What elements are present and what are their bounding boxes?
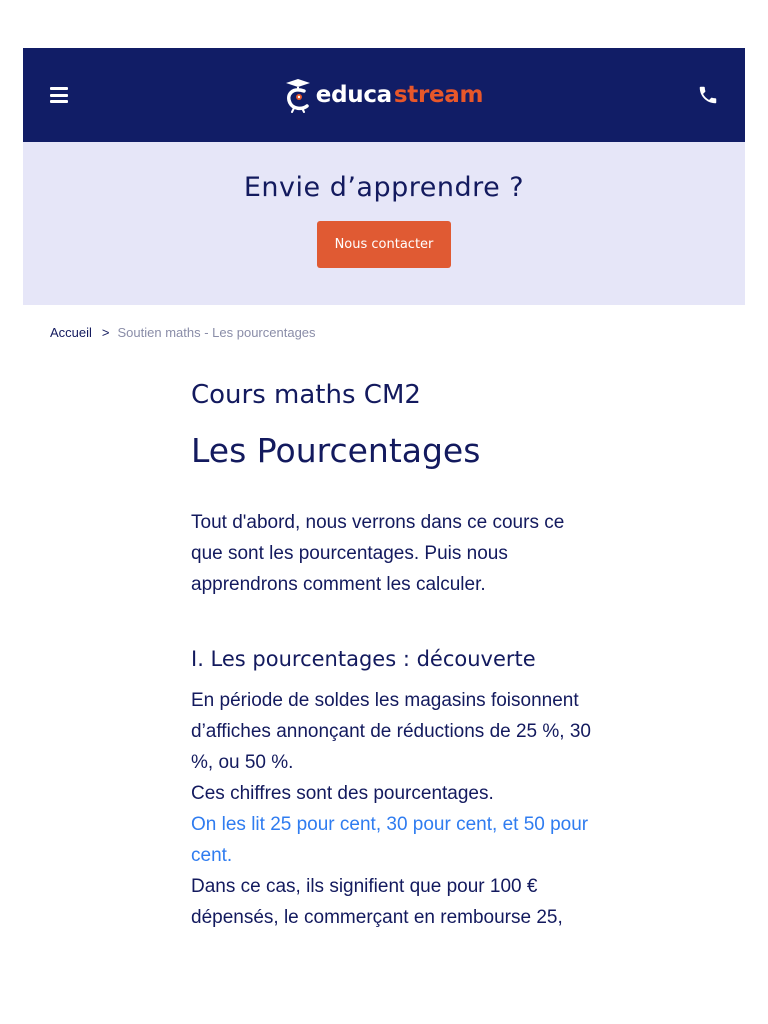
main-content — [191, 380, 591, 933]
intro-paragraph: Tout d'abord, nous verrons dans ce cours ce que sont les pourcentages. Puis nous apprendrons comment les calculer. — [191, 512, 565, 595]
contact-button[interactable]: Nous contacter — [317, 221, 452, 268]
section-heading: I. Les pourcentages : découverte — [191, 647, 536, 671]
breadcrumb — [50, 325, 316, 340]
body-paragraph-3: On les lit 25 pour cent, 30 pour cent, et 50 pour cent. — [191, 814, 589, 866]
body-paragraph-2: Ces chiffres sont des pourcentages. — [191, 783, 494, 804]
logo-mascot-icon — [282, 77, 314, 113]
menu-icon[interactable] — [50, 87, 68, 103]
section-body — [191, 685, 591, 933]
breadcrumb-separator: > — [101, 325, 110, 340]
site-logo[interactable] — [282, 77, 483, 113]
hero-title: Envie d’apprendre ? — [243, 172, 525, 203]
page-title: Les Pourcentages — [191, 431, 481, 470]
hero-banner — [23, 142, 745, 305]
course-heading: Cours maths CM2 — [191, 380, 421, 410]
body-paragraph-4: Dans ce cas, ils signifient que pour 100 € dépensés, le commerçant en rembourse 25, — [191, 876, 563, 928]
site-header — [23, 48, 745, 142]
phone-icon[interactable] — [697, 84, 719, 106]
breadcrumb-home-link[interactable]: Accueil — [50, 325, 92, 340]
logo-text-stream: stream — [393, 82, 484, 108]
logo-text-educa: educa — [315, 82, 392, 108]
body-paragraph-1: En période de soldes les magasins foisonnent d’affiches annonçant de réductions de 25 %, 30 %, ou 50 %. — [191, 690, 591, 773]
breadcrumb-current: Soutien maths - Les pourcentages — [117, 325, 316, 340]
